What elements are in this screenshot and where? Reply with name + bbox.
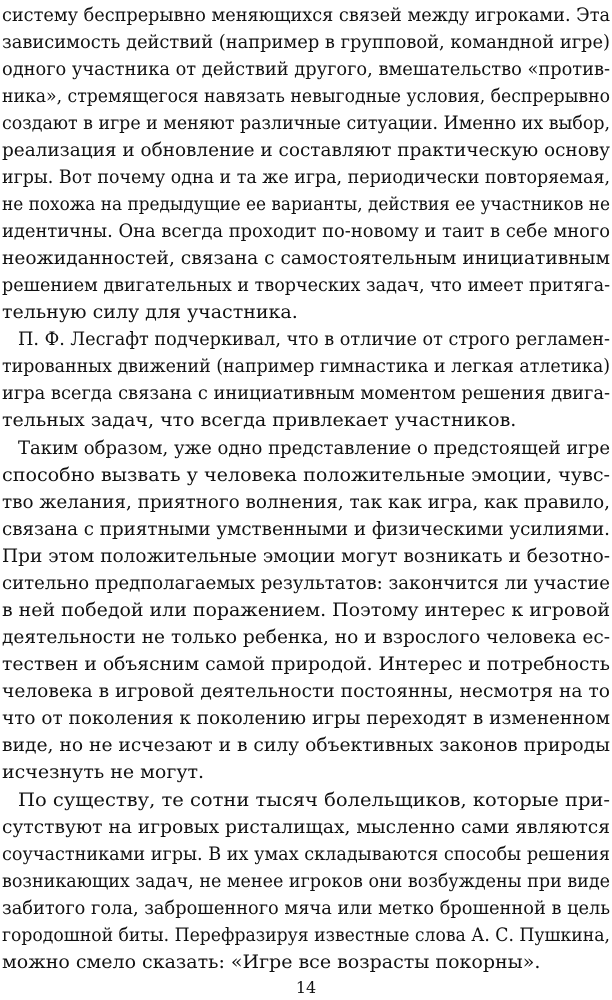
text-line: способно вызвать у человека положительные эмоции, чувс- (2, 464, 610, 486)
text-line: решением двигательных и творческих задач, что имеет притяга- (2, 274, 610, 296)
text-line: игра всегда связана с инициативным моментом решения двига- (2, 382, 610, 404)
text-line: П. Ф. Лесгафт подчеркивал, что в отличие от строго регламен- (18, 328, 610, 350)
text-line: деятельности не только ребенка, но и взрослого человека ес- (2, 626, 610, 648)
text-line: игры. Вот почему одна и та же игра, периодически повторяемая, (2, 166, 610, 188)
text-line: зависимость действий (например в групповой, командной игре) (2, 31, 610, 53)
text-line: систему беспрерывно меняющихся связей между игроками. Эта (2, 4, 610, 26)
text-line: тельных задач, что всегда привлекает участников. (2, 409, 517, 431)
text-line: забитого гола, заброшенного мяча или метко брошенной в цель (2, 897, 610, 919)
text-line: можно смело сказать: «Игре все возрасты покорны». (2, 951, 541, 973)
text-line: неожиданностей, связана с самостоятельным инициативным (2, 247, 610, 269)
text-line: связана с приятными умственными и физическими усилиями. (2, 518, 610, 540)
text-line: По существу, те сотни тысяч болельщиков, которые при- (18, 789, 610, 811)
text-line: ника», стремящегося навязать невыгодные условия, беспрерывно (2, 85, 610, 107)
text-line: возникающих задач, не менее игроков они возбуждены при виде (2, 870, 610, 892)
text-line: сутствуют на игровых ристалищах, мысленно сами являются (2, 816, 610, 838)
text-line: не похожа на предыдущие ее варианты, действия ее участников не (2, 193, 610, 215)
text-line: Таким образом, уже одно представление о предстоящей игре (18, 437, 610, 459)
text-line: сительно предполагаемых результатов: закончится ли участие (2, 572, 610, 594)
text-line: соучастниками игры. В их умах складываются способы решения (2, 843, 610, 865)
text-line: тированных движений (например гимнастика и легкая атлетика) (2, 355, 610, 377)
text-line: виде, но не исчезают и в силу объективных законов природы (2, 734, 610, 756)
text-line: человека в игровой деятельности постоянны, несмотря на то (2, 680, 610, 702)
text-line: городошной биты. Перефразируя известные слова А. С. Пушкина, (2, 924, 610, 946)
text-line: тельную силу для участника. (2, 301, 298, 323)
text-line: идентичны. Она всегда проходит по-новому и таит в себе много (2, 220, 610, 242)
text-line: тествен и объясним самой природой. Интерес и потребность (2, 653, 610, 675)
page-number: 14 (295, 978, 317, 997)
text-line: что от поколения к поколению игры переходят в измененном (2, 707, 610, 729)
text-line: тво желания, приятного волнения, так как игра, как правило, (2, 491, 610, 513)
text-line: создают в игре и меняют различные ситуации. Именно их выбор, (2, 112, 610, 134)
text-line: в ней победой или поражением. Поэтому интерес к игровой (2, 599, 610, 621)
text-line: реализация и обновление и составляют практическую основу (2, 139, 610, 161)
text-line: исчезнуть не могут. (2, 761, 205, 783)
text-line: При этом положительные эмоции могут возникать и безотно- (2, 545, 610, 567)
text-line: одного участника от действий другого, вмешательство «против- (2, 58, 610, 80)
